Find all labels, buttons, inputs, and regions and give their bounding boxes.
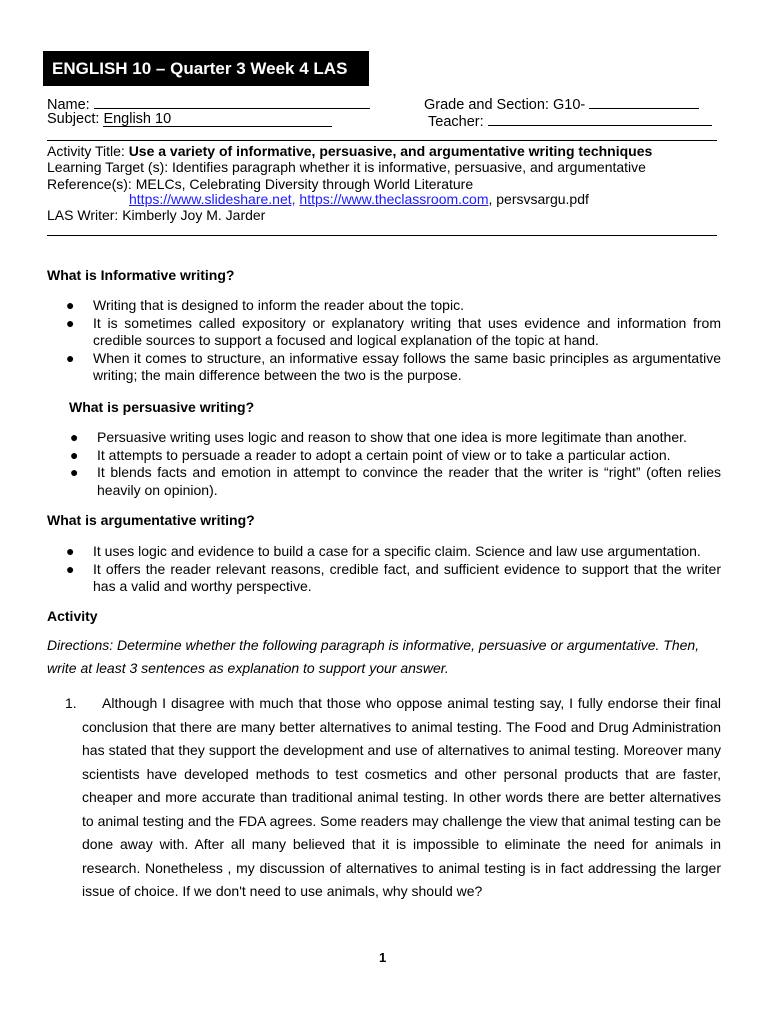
theclassroom-link[interactable]: https://www.theclassroom.com <box>299 191 489 207</box>
argumentative-list <box>66 543 721 596</box>
list-item: ● Persuasive writing uses logic and reason to show that one idea is more legitimate than another. <box>70 429 687 445</box>
references: Reference(s): MELCs, Celebrating Diversity through World Literature <box>47 176 474 192</box>
persuasive-heading: What is persuasive writing? <box>69 399 255 415</box>
learning-target: Learning Target (s): Identifies paragraph whether it is informative, persuasive, and argumentative <box>47 159 646 175</box>
reference-tail: , persvsargu.pdf <box>488 191 589 207</box>
list-item: ● When it comes to structure, an informative essay follows the same basic principles as argumentative writing; the main difference between the two is the purpose. <box>66 349 721 383</box>
activity-title-value: Use a variety of informative, persuasive, and argumentative writing techniques <box>128 143 653 159</box>
list-item: ● It is sometimes called expository or explanatory writing that uses evidence and information from credible sources to support a focused and logical explanation of the topic at hand. <box>66 314 721 348</box>
paragraph-text: Although I disagree with much that those who oppose animal testing say, I fully endorse their final conclusion that there are many better alternatives to animal testing. The Food and Drug Administration has stated that they support the development and use of alternatives to animal testing. Moreover many scientists have developed methods to test cosmetics and other personal products that are faster, cheaper and more accurate than traditional animal testing. In other words there are better alternatives to animal testing and the FDA agrees. Some readers may challenge the view that animal testing can be done away with. After all many believed that it is impossible to eliminate the need for animals in research. Nonetheless , my discussion of alternatives to animal testing is in fact addressing the larger issue of choice. If we don't need to use animals, why should we? <box>82 695 721 899</box>
activity-title-label: Activity Title: <box>47 143 125 159</box>
divider-bottom <box>47 235 717 236</box>
name-label: Name: <box>47 97 90 113</box>
grade-section-label: Grade and Section: G10- <box>424 97 586 113</box>
divider-top <box>47 140 717 141</box>
subject-field <box>47 111 332 128</box>
list-item: ● It blends facts and emotion in attempt to convince the reader that the writer is “right” (often relies heavily on opinion). <box>70 464 721 498</box>
activity-title-line <box>47 143 652 159</box>
persuasive-list <box>70 429 721 499</box>
subject-value: English 10 <box>103 111 172 127</box>
activity-paragraph <box>82 692 721 904</box>
list-item: ● It uses logic and evidence to build a case for a specific claim. Science and law use argumentation. <box>66 543 701 559</box>
teacher-label: Teacher: <box>428 114 484 130</box>
informative-list <box>66 297 721 385</box>
teacher-blank[interactable] <box>488 111 712 126</box>
list-item: ● It attempts to persuade a reader to adopt a certain point of view or to take a particular action. <box>70 446 671 463</box>
activity-heading: Activity <box>47 608 98 624</box>
item-number: 1. <box>65 695 77 711</box>
list-item: ● Writing that is designed to inform the reader about the topic. <box>66 297 464 313</box>
las-writer: LAS Writer: Kimberly Joy M. Jarder <box>47 207 266 223</box>
subject-label: Subject: <box>47 111 100 127</box>
teacher-field <box>428 111 712 131</box>
subject-blank <box>103 111 332 127</box>
name-blank[interactable] <box>94 94 370 109</box>
grade-section-blank[interactable] <box>589 94 699 109</box>
argumentative-heading: What is argumentative writing? <box>47 512 255 528</box>
informative-heading: What is Informative writing? <box>47 267 235 283</box>
slideshare-link[interactable]: https://www.slideshare.net, <box>129 191 296 207</box>
reference-links <box>129 191 589 207</box>
list-item: ● It offers the reader relevant reasons, credible fact, and sufficient evidence to support that the writer has a valid and worthy perspective. <box>66 560 721 594</box>
page-number: 1 <box>379 950 387 965</box>
directions: Directions: Determine whether the following paragraph is informative, persuasive or argumentative. Then, write at least 3 sentences as explanation to support your answer. <box>47 637 700 676</box>
document-title: ENGLISH 10 – Quarter 3 Week 4 LAS <box>43 51 369 86</box>
